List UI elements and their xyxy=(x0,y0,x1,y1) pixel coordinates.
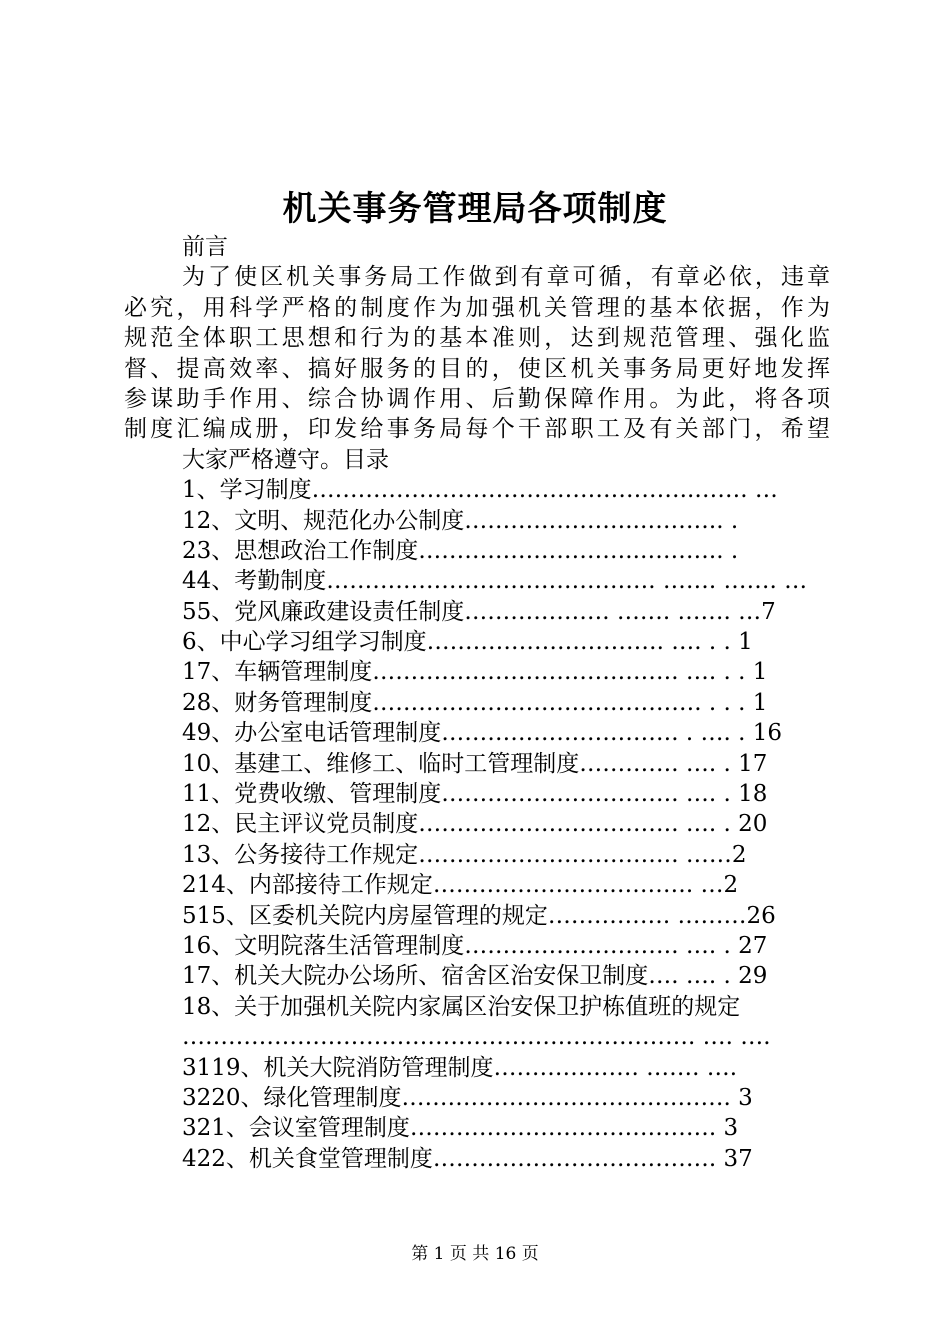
toc-entry: 55、党风廉政建设责任制度………………. ……. ……. …7 xyxy=(182,598,776,625)
toc-entry: 3220、绿化管理制度……………………………………. 3 xyxy=(182,1084,753,1111)
paragraph-line: 必究，用科学严格的制度作为加强机关管理的基本依据，作为 xyxy=(124,294,830,321)
toc-entry: 13、公务接待工作规定……………………………. ……2 xyxy=(182,841,747,868)
toc-entry: 10、基建工、维修工、临时工管理制度…………. …. . 17 xyxy=(182,750,768,777)
toc-entry: 16、文明院落生活管理制度………………………. …. . 27 xyxy=(182,932,768,959)
toc-entry: 1、学习制度…………………………………………..……. … xyxy=(182,477,778,504)
toc-entry: 422、机关食堂管理制度………………………………. 37 xyxy=(182,1145,753,1172)
toc-entry: 11、党费收缴、管理制度…………………………. …. . 18 xyxy=(182,781,768,808)
page-footer: 第 1 页 共 16 页 xyxy=(411,1244,539,1264)
toc-entry: 49、办公室电话管理制度…………………………. . …. . 16 xyxy=(182,720,783,747)
toc-entry: 44、考勤制度……………………………………. ……. ……. … xyxy=(182,568,808,595)
paragraph-line: 为了使区机关事务局工作做到有章可循，有章必依，违章 xyxy=(182,264,830,291)
toc-entry: 17、车辆管理制度…………………………………. …. . . 1 xyxy=(182,659,768,686)
paragraph-end: 大家严格遵守。目录 xyxy=(182,446,389,473)
toc-entry: …………………………………………………………. …. …. xyxy=(182,1024,771,1051)
toc-entry: 321、会议室管理制度…………………………………. 3 xyxy=(182,1115,739,1142)
table-of-contents xyxy=(124,475,830,1174)
preface-heading: 前言 xyxy=(182,234,228,260)
paragraph-line: 参谋助手作用、综合协调作用、后勤保障作用。为此，将各项 xyxy=(124,385,830,412)
toc-entry: 18、关于加强机关院内家属区治安保卫护栋值班的规定 xyxy=(182,993,741,1020)
paragraph-line: 制度汇编成册，印发给事务局每个干部职工及有关部门，希望 xyxy=(124,416,830,443)
paragraph-line: 规范全体职工思想和行为的基本准则，达到规范管理、强化监 xyxy=(124,325,830,352)
toc-entry: 3119、机关大院消防管理制度………………. ……. …. xyxy=(182,1054,738,1081)
toc-entry: 12、民主评议党员制度……………………………. …. . 20 xyxy=(182,811,768,838)
toc-entry: 23、思想政治工作制度………………………..……….. . xyxy=(182,537,739,564)
toc-entry: 17、机关大院办公场所、宿舍区治安保卫制度…. …. . 29 xyxy=(182,963,768,990)
document-title: 机关事务管理局各项制度 xyxy=(282,189,668,229)
toc-entry: 214、内部接待工作规定……………………………. …2 xyxy=(182,872,739,899)
toc-entry: 515、区委机关院内房屋管理的规定……………. ………26 xyxy=(182,902,776,929)
document-body xyxy=(124,232,830,1174)
paragraph-line: 督、提高效率、搞好服务的目的，使区机关事务局更好地发挥 xyxy=(124,355,830,382)
toc-entry: 12、文明、规范化办公制度…………………..……….. . xyxy=(182,507,739,534)
toc-entry: 6、中心学习组学习制度…………………………. …. . . 1 xyxy=(182,629,753,656)
toc-entry: 28、财务管理制度……………………………………. . . . 1 xyxy=(182,689,768,716)
